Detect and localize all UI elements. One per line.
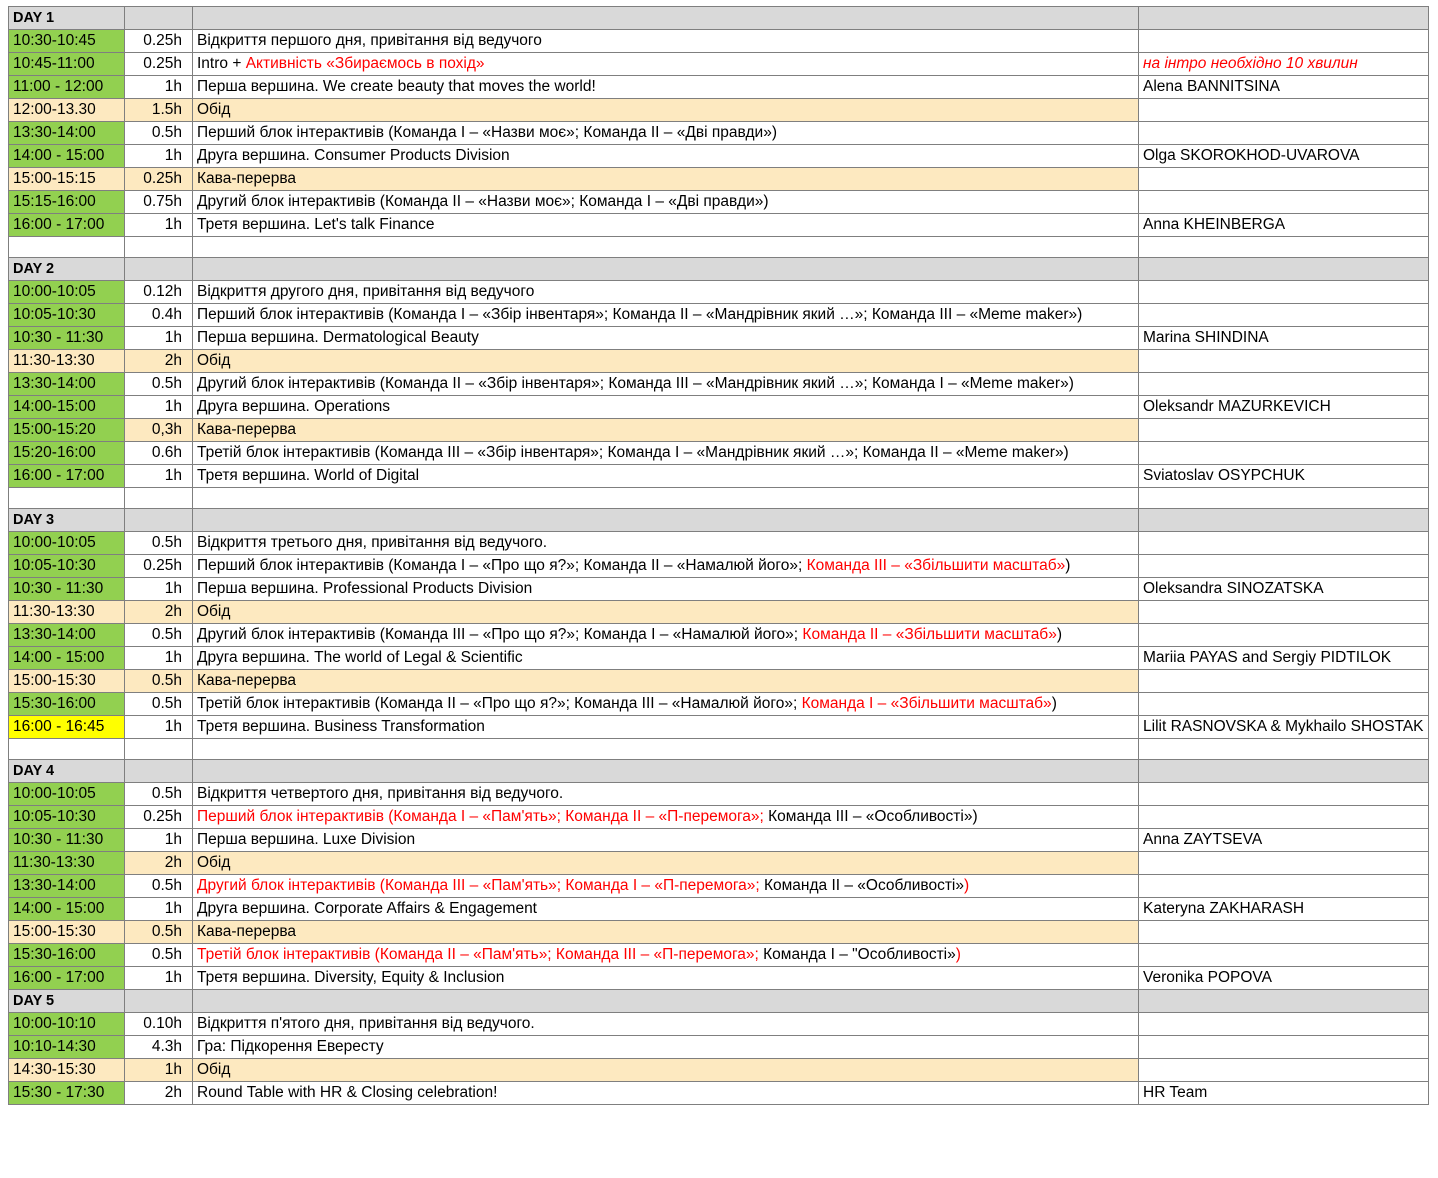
activity-text: )	[1056, 626, 1062, 643]
activity-cell[interactable]	[193, 829, 1139, 852]
duration-cell[interactable]: 0.25h	[125, 555, 193, 578]
duration-cell[interactable]: 2h	[125, 350, 193, 373]
activity-cell[interactable]	[193, 122, 1139, 145]
activity-text: Відкриття четвертого дня, привітання від ведучого.	[197, 785, 564, 802]
time-cell[interactable]: 15:00-15:20	[9, 419, 125, 442]
day-header-row	[9, 760, 1429, 783]
empty-cell[interactable]	[193, 7, 1139, 30]
activity-text-highlight: Перший блок інтерактивів (Команда І – «Пам'ять»; Команда ІІ – «П-перемога»;	[197, 808, 769, 825]
speaker-cell[interactable]	[1139, 783, 1429, 806]
time-cell[interactable]: 14:00 - 15:00	[9, 145, 125, 168]
time-cell[interactable]: 10:10-14:30	[9, 1036, 125, 1059]
activity-text: Друга вершина. Corporate Affairs & Engagement	[197, 900, 537, 917]
activity-cell[interactable]	[193, 1036, 1139, 1059]
activity-text-highlight: Команда І – «Збільшити масштаб»	[801, 695, 1052, 712]
day-header-row	[9, 258, 1429, 281]
speaker-cell[interactable]: Sviatoslav OSYPCHUK	[1139, 465, 1429, 488]
session-row	[9, 693, 1429, 716]
empty-cell[interactable]	[193, 237, 1139, 258]
duration-cell[interactable]: 0.75h	[125, 191, 193, 214]
empty-cell[interactable]	[1139, 7, 1429, 30]
session-row	[9, 53, 1429, 76]
activity-text: Третій блок інтерактивів (Команда ІІІ – «Збір інвентаря»; Команда І – «Мандрівник який …»; Команда ІІ – «Meme maker»)	[197, 444, 1069, 461]
activity-cell[interactable]	[193, 327, 1139, 350]
session-row	[9, 214, 1429, 237]
activity-text: Кава-перерва	[197, 170, 297, 187]
activity-cell[interactable]	[193, 373, 1139, 396]
day-title-cell[interactable]: DAY 4	[9, 760, 125, 783]
duration-cell[interactable]: 1h	[125, 76, 193, 99]
speaker-cell[interactable]	[1139, 1059, 1429, 1082]
session-row	[9, 76, 1429, 99]
session-row	[9, 624, 1429, 647]
duration-cell[interactable]: 0.5h	[125, 624, 193, 647]
time-cell[interactable]: 16:00 - 17:00	[9, 967, 125, 990]
session-row	[9, 532, 1429, 555]
session-row	[9, 806, 1429, 829]
speaker-cell[interactable]	[1139, 99, 1429, 122]
duration-cell[interactable]: 0.12h	[125, 281, 193, 304]
activity-text: Відкриття п'ятого дня, привітання від ведучого.	[197, 1015, 535, 1032]
activity-text: Третій блок інтерактивів (Команда ІІ – «Про що я?»; Команда ІІІ – «Намалюй його»;	[197, 695, 802, 712]
time-cell[interactable]: 13:30-14:00	[9, 122, 125, 145]
time-cell[interactable]: 14:30-15:30	[9, 1059, 125, 1082]
time-cell[interactable]: 13:30-14:00	[9, 624, 125, 647]
activity-text: Перший блок інтерактивів (Команда І – «Назви моє»; Команда ІІ – «Дві правди»)	[197, 124, 777, 141]
activity-cell[interactable]	[193, 875, 1139, 898]
empty-cell[interactable]	[125, 509, 193, 532]
duration-cell[interactable]: 0.25h	[125, 53, 193, 76]
speaker-cell[interactable]	[1139, 419, 1429, 442]
empty-cell[interactable]	[1139, 509, 1429, 532]
duration-cell[interactable]: 0.5h	[125, 921, 193, 944]
time-cell[interactable]: 16:00 - 17:00	[9, 214, 125, 237]
activity-text: Другий блок інтерактивів (Команда ІІ – «Назви моє»; Команда І – «Дві правди»)	[197, 193, 769, 210]
speaker-cell[interactable]: Olga SKOROKHOD-UVAROVA	[1139, 145, 1429, 168]
speaker-cell[interactable]: Mariia PAYAS and Sergiy PIDTILOK	[1139, 647, 1429, 670]
activity-text: Третя вершина. World of Digital	[197, 467, 420, 484]
activity-cell[interactable]	[193, 670, 1139, 693]
activity-cell[interactable]	[193, 76, 1139, 99]
activity-cell[interactable]	[193, 716, 1139, 739]
duration-cell[interactable]: 0,3h	[125, 419, 193, 442]
speaker-cell[interactable]: Oleksandra SINOZATSKA	[1139, 578, 1429, 601]
empty-cell[interactable]	[9, 237, 125, 258]
activity-text: Обід	[197, 854, 231, 871]
activity-text: Кава-перерва	[197, 923, 297, 940]
duration-cell[interactable]: 0.5h	[125, 693, 193, 716]
activity-cell[interactable]	[193, 967, 1139, 990]
empty-cell[interactable]	[1139, 760, 1429, 783]
time-cell[interactable]: 14:00-15:00	[9, 396, 125, 419]
speaker-cell[interactable]	[1139, 555, 1429, 578]
duration-cell[interactable]: 1.5h	[125, 99, 193, 122]
activity-text: Відкриття першого дня, привітання від ведучого	[197, 32, 542, 49]
activity-text: Друга вершина. Consumer Products Division	[197, 147, 510, 164]
speaker-cell[interactable]: Anna ZAYTSEVA	[1139, 829, 1429, 852]
duration-cell[interactable]: 2h	[125, 1082, 193, 1105]
activity-text: Третя вершина. Let's talk Finance	[197, 216, 435, 233]
empty-cell[interactable]	[125, 7, 193, 30]
activity-cell[interactable]	[193, 898, 1139, 921]
activity-text: Друга вершина. The world of Legal & Scientific	[197, 649, 523, 666]
activity-text: Третя вершина. Diversity, Equity & Inclusion	[197, 969, 505, 986]
speaker-cell[interactable]: Veronika POPOVA	[1139, 967, 1429, 990]
activity-text: Відкриття третього дня, привітання від ведучого.	[197, 534, 548, 551]
duration-cell[interactable]: 1h	[125, 396, 193, 419]
time-cell[interactable]: 10:00-10:05	[9, 783, 125, 806]
duration-cell[interactable]: 0.5h	[125, 944, 193, 967]
session-row	[9, 1082, 1429, 1105]
speaker-cell[interactable]	[1139, 1013, 1429, 1036]
time-cell[interactable]: 11:00 - 12:00	[9, 76, 125, 99]
speaker-cell[interactable]	[1139, 373, 1429, 396]
blank-row	[9, 237, 1429, 258]
session-row	[9, 122, 1429, 145]
activity-cell[interactable]	[193, 647, 1139, 670]
activity-cell[interactable]	[193, 693, 1139, 716]
empty-cell[interactable]	[9, 488, 125, 509]
activity-cell[interactable]	[193, 281, 1139, 304]
empty-cell[interactable]	[193, 990, 1139, 1013]
time-cell[interactable]: 10:30 - 11:30	[9, 327, 125, 350]
duration-cell[interactable]: 1h	[125, 465, 193, 488]
empty-cell[interactable]	[125, 237, 193, 258]
time-cell[interactable]: 15:30-16:00	[9, 944, 125, 967]
activity-text: Обід	[197, 603, 231, 620]
note-cell[interactable]: на інтро необхідно 10 хвилин	[1139, 53, 1429, 76]
activity-cell[interactable]	[193, 555, 1139, 578]
activity-text: Третя вершина. Business Transformation	[197, 718, 485, 735]
day-header-row	[9, 990, 1429, 1013]
day-header-row	[9, 509, 1429, 532]
speaker-cell[interactable]	[1139, 1036, 1429, 1059]
time-cell[interactable]: 10:05-10:30	[9, 304, 125, 327]
session-row	[9, 647, 1429, 670]
duration-cell[interactable]: 0.25h	[125, 168, 193, 191]
empty-cell[interactable]	[1139, 990, 1429, 1013]
activity-text: Перша вершина. Luxe Division	[197, 831, 416, 848]
time-cell[interactable]: 10:00-10:05	[9, 281, 125, 304]
activity-cell[interactable]	[193, 852, 1139, 875]
empty-cell[interactable]	[125, 990, 193, 1013]
activity-cell[interactable]	[193, 396, 1139, 419]
time-cell[interactable]: 15:00-15:15	[9, 168, 125, 191]
time-cell[interactable]: 12:00-13.30	[9, 99, 125, 122]
duration-cell[interactable]: 0.25h	[125, 806, 193, 829]
time-cell[interactable]: 15:15-16:00	[9, 191, 125, 214]
speaker-cell[interactable]	[1139, 693, 1429, 716]
session-row	[9, 783, 1429, 806]
empty-cell[interactable]	[9, 739, 125, 760]
empty-cell[interactable]	[125, 760, 193, 783]
speaker-cell[interactable]	[1139, 281, 1429, 304]
duration-cell[interactable]: 1h	[125, 1059, 193, 1082]
activity-text: Обід	[197, 101, 231, 118]
activity-cell[interactable]	[193, 30, 1139, 53]
session-row	[9, 1036, 1429, 1059]
speaker-cell[interactable]	[1139, 806, 1429, 829]
speaker-cell[interactable]: Kateryna ZAKHARASH	[1139, 898, 1429, 921]
duration-cell[interactable]: 1h	[125, 145, 193, 168]
activity-text: Перший блок інтерактивів (Команда І – «Про що я?»; Команда ІІ – «Намалюй його»;	[197, 557, 807, 574]
empty-cell[interactable]	[125, 488, 193, 509]
session-row	[9, 967, 1429, 990]
time-cell[interactable]: 10:05-10:30	[9, 555, 125, 578]
speaker-cell[interactable]	[1139, 921, 1429, 944]
speaker-cell[interactable]	[1139, 624, 1429, 647]
activity-text-highlight: Другий блок інтерактивів (Команда ІІІ – «Пам'ять»; Команда І – «П-перемога»;	[197, 877, 764, 894]
activity-text: Intro +	[197, 55, 246, 72]
time-cell[interactable]: 16:00 - 16:45	[9, 716, 125, 739]
session-row	[9, 281, 1429, 304]
speaker-cell[interactable]	[1139, 875, 1429, 898]
duration-cell[interactable]: 0.5h	[125, 670, 193, 693]
activity-text: )	[1051, 695, 1057, 712]
speaker-cell[interactable]: Alena BANNITSINA	[1139, 76, 1429, 99]
activity-cell[interactable]	[193, 145, 1139, 168]
session-row	[9, 145, 1429, 168]
speaker-cell[interactable]	[1139, 350, 1429, 373]
time-cell[interactable]: 10:30 - 11:30	[9, 829, 125, 852]
day-title-cell[interactable]: DAY 5	[9, 990, 125, 1013]
empty-cell[interactable]	[125, 258, 193, 281]
empty-cell[interactable]	[193, 739, 1139, 760]
activity-text: Перша вершина. Dermatological Beauty	[197, 329, 479, 346]
break-row	[9, 168, 1429, 191]
activity-text: Round Table with HR & Closing celebration!	[197, 1084, 498, 1101]
duration-cell[interactable]: 0.5h	[125, 532, 193, 555]
blank-row	[9, 488, 1429, 509]
time-cell[interactable]: 13:30-14:00	[9, 875, 125, 898]
session-row	[9, 442, 1429, 465]
time-cell[interactable]: 11:30-13:30	[9, 350, 125, 373]
speaker-cell[interactable]: Marina SHINDINA	[1139, 327, 1429, 350]
break-row	[9, 419, 1429, 442]
day-header-row	[9, 7, 1429, 30]
duration-cell[interactable]: 0.5h	[125, 875, 193, 898]
activity-text: Команда ІІІ – «Особливості»)	[768, 808, 978, 825]
time-cell[interactable]: 10:00-10:05	[9, 532, 125, 555]
session-row	[9, 373, 1429, 396]
activity-cell[interactable]	[193, 783, 1139, 806]
activity-cell[interactable]	[193, 921, 1139, 944]
empty-cell[interactable]	[193, 488, 1139, 509]
break-row	[9, 601, 1429, 624]
activity-text-highlight: )	[955, 946, 961, 963]
duration-cell[interactable]: 4.3h	[125, 1036, 193, 1059]
schedule-table	[8, 6, 1429, 1105]
duration-cell[interactable]: 1h	[125, 327, 193, 350]
activity-text: Другий блок інтерактивів (Команда ІІІ – «Про що я?»; Команда І – «Намалюй його»;	[197, 626, 803, 643]
activity-cell[interactable]	[193, 1013, 1139, 1036]
empty-cell[interactable]	[1139, 258, 1429, 281]
activity-cell[interactable]	[193, 419, 1139, 442]
time-cell[interactable]: 11:30-13:30	[9, 852, 125, 875]
duration-cell[interactable]: 1h	[125, 578, 193, 601]
activity-text: Перший блок інтерактивів (Команда І – «Збір інвентаря»; Команда ІІ – «Мандрівник який …»; Команда ІІІ – «Meme maker»)	[197, 306, 1083, 323]
session-row	[9, 1013, 1429, 1036]
activity-text: )	[1065, 557, 1071, 574]
speaker-cell[interactable]: Lilit RASNOVSKA & Mykhailo SHOSTAK	[1139, 716, 1429, 739]
session-row	[9, 875, 1429, 898]
speaker-cell[interactable]	[1139, 168, 1429, 191]
activity-text-highlight: Команда ІІ – «Збільшити масштаб»	[802, 626, 1057, 643]
activity-cell[interactable]	[193, 1059, 1139, 1082]
activity-text: Перша вершина. We create beauty that moves the world!	[197, 78, 596, 95]
activity-cell[interactable]	[193, 191, 1139, 214]
duration-cell[interactable]: 0.5h	[125, 783, 193, 806]
activity-cell[interactable]	[193, 806, 1139, 829]
break-row	[9, 921, 1429, 944]
activity-cell[interactable]	[193, 624, 1139, 647]
session-row	[9, 555, 1429, 578]
activity-text: Кава-перерва	[197, 672, 297, 689]
empty-cell[interactable]	[125, 739, 193, 760]
time-cell[interactable]: 10:05-10:30	[9, 806, 125, 829]
duration-cell[interactable]: 1h	[125, 647, 193, 670]
activity-cell[interactable]	[193, 304, 1139, 327]
break-row	[9, 1059, 1429, 1082]
duration-cell[interactable]: 2h	[125, 601, 193, 624]
session-row	[9, 829, 1429, 852]
speaker-cell[interactable]	[1139, 852, 1429, 875]
session-row	[9, 944, 1429, 967]
duration-cell[interactable]: 0.4h	[125, 304, 193, 327]
speaker-cell[interactable]: Anna KHEINBERGA	[1139, 214, 1429, 237]
empty-cell[interactable]	[1139, 739, 1429, 760]
activity-cell[interactable]	[193, 350, 1139, 373]
speaker-cell[interactable]	[1139, 30, 1429, 53]
time-cell[interactable]: 15:30 - 17:30	[9, 1082, 125, 1105]
activity-text: Друга вершина. Operations	[197, 398, 390, 415]
empty-cell[interactable]	[1139, 488, 1429, 509]
session-row	[9, 191, 1429, 214]
time-cell[interactable]: 16:00 - 17:00	[9, 465, 125, 488]
activity-cell[interactable]	[193, 53, 1139, 76]
time-cell[interactable]: 13:30-14:00	[9, 373, 125, 396]
activity-text: Обід	[197, 1061, 231, 1078]
empty-cell[interactable]	[193, 509, 1139, 532]
session-row	[9, 30, 1429, 53]
speaker-cell[interactable]	[1139, 122, 1429, 145]
session-row	[9, 304, 1429, 327]
activity-cell[interactable]	[193, 442, 1139, 465]
session-row	[9, 465, 1429, 488]
empty-cell[interactable]	[1139, 237, 1429, 258]
activity-cell[interactable]	[193, 601, 1139, 624]
break-row	[9, 350, 1429, 373]
activity-text-highlight: Третій блок інтерактивів (Команда ІІ – «Пам'ять»; Команда ІІІ – «П-перемога»;	[197, 946, 764, 963]
speaker-cell[interactable]	[1139, 191, 1429, 214]
time-cell[interactable]: 10:45-11:00	[9, 53, 125, 76]
session-row	[9, 716, 1429, 739]
duration-cell[interactable]: 1h	[125, 716, 193, 739]
activity-text: Обід	[197, 352, 231, 369]
time-cell[interactable]: 10:30 - 11:30	[9, 578, 125, 601]
activity-text-highlight: Команда ІІІ – «Збільшити масштаб»	[806, 557, 1066, 574]
time-cell[interactable]: 10:00-10:10	[9, 1013, 125, 1036]
duration-cell[interactable]: 2h	[125, 852, 193, 875]
duration-cell[interactable]: 1h	[125, 967, 193, 990]
time-cell[interactable]: 15:00-15:30	[9, 921, 125, 944]
time-cell[interactable]: 15:00-15:30	[9, 670, 125, 693]
duration-cell[interactable]: 0.6h	[125, 442, 193, 465]
session-row	[9, 578, 1429, 601]
activity-text: Команда І – "Особливості»	[763, 946, 956, 963]
speaker-cell[interactable]	[1139, 304, 1429, 327]
time-cell[interactable]: 10:30-10:45	[9, 30, 125, 53]
activity-text: Відкриття другого дня, привітання від ведучого	[197, 283, 535, 300]
time-cell[interactable]: 11:30-13:30	[9, 601, 125, 624]
break-row	[9, 99, 1429, 122]
session-row	[9, 898, 1429, 921]
duration-cell[interactable]: 0.25h	[125, 30, 193, 53]
duration-cell[interactable]: 1h	[125, 214, 193, 237]
speaker-cell[interactable]: Oleksandr MAZURKEVICH	[1139, 396, 1429, 419]
duration-cell[interactable]: 0.5h	[125, 122, 193, 145]
activity-cell[interactable]	[193, 214, 1139, 237]
activity-text: Кава-перерва	[197, 421, 297, 438]
speaker-cell[interactable]	[1139, 601, 1429, 624]
schedule-body	[9, 7, 1429, 1105]
day-title-cell[interactable]: DAY 3	[9, 509, 125, 532]
activity-text-highlight: Активність «Збираємось в похід»	[245, 55, 485, 72]
break-row	[9, 670, 1429, 693]
time-cell[interactable]: 15:20-16:00	[9, 442, 125, 465]
time-cell[interactable]: 14:00 - 15:00	[9, 647, 125, 670]
time-cell[interactable]: 15:30-16:00	[9, 693, 125, 716]
speaker-cell[interactable]	[1139, 944, 1429, 967]
speaker-cell[interactable]	[1139, 670, 1429, 693]
duration-cell[interactable]: 1h	[125, 829, 193, 852]
activity-cell[interactable]	[193, 168, 1139, 191]
activity-cell[interactable]	[193, 99, 1139, 122]
activity-cell[interactable]	[193, 532, 1139, 555]
activity-cell[interactable]	[193, 1082, 1139, 1105]
activity-text-highlight: )	[964, 877, 970, 894]
day-title-cell[interactable]: DAY 1	[9, 7, 125, 30]
day-title-cell[interactable]: DAY 2	[9, 258, 125, 281]
duration-cell[interactable]: 1h	[125, 898, 193, 921]
activity-cell[interactable]	[193, 944, 1139, 967]
activity-text: Гра: Підкорення Евересту	[197, 1038, 384, 1055]
empty-cell[interactable]	[193, 258, 1139, 281]
duration-cell[interactable]: 0.10h	[125, 1013, 193, 1036]
speaker-cell[interactable]: HR Team	[1139, 1082, 1429, 1105]
break-row	[9, 852, 1429, 875]
session-row	[9, 396, 1429, 419]
speaker-cell[interactable]	[1139, 532, 1429, 555]
activity-text: Другий блок інтерактивів (Команда ІІ – «Збір інвентаря»; Команда ІІІ – «Мандрівник який …»; Команда І – «Meme maker»)	[197, 375, 1074, 392]
activity-cell[interactable]	[193, 578, 1139, 601]
empty-cell[interactable]	[193, 760, 1139, 783]
activity-cell[interactable]	[193, 465, 1139, 488]
activity-text: Команда ІІ – «Особливості»	[763, 877, 964, 894]
time-cell[interactable]: 14:00 - 15:00	[9, 898, 125, 921]
activity-text: Перша вершина. Professional Products Division	[197, 580, 533, 597]
speaker-cell[interactable]	[1139, 442, 1429, 465]
duration-cell[interactable]: 0.5h	[125, 373, 193, 396]
session-row	[9, 327, 1429, 350]
blank-row	[9, 739, 1429, 760]
